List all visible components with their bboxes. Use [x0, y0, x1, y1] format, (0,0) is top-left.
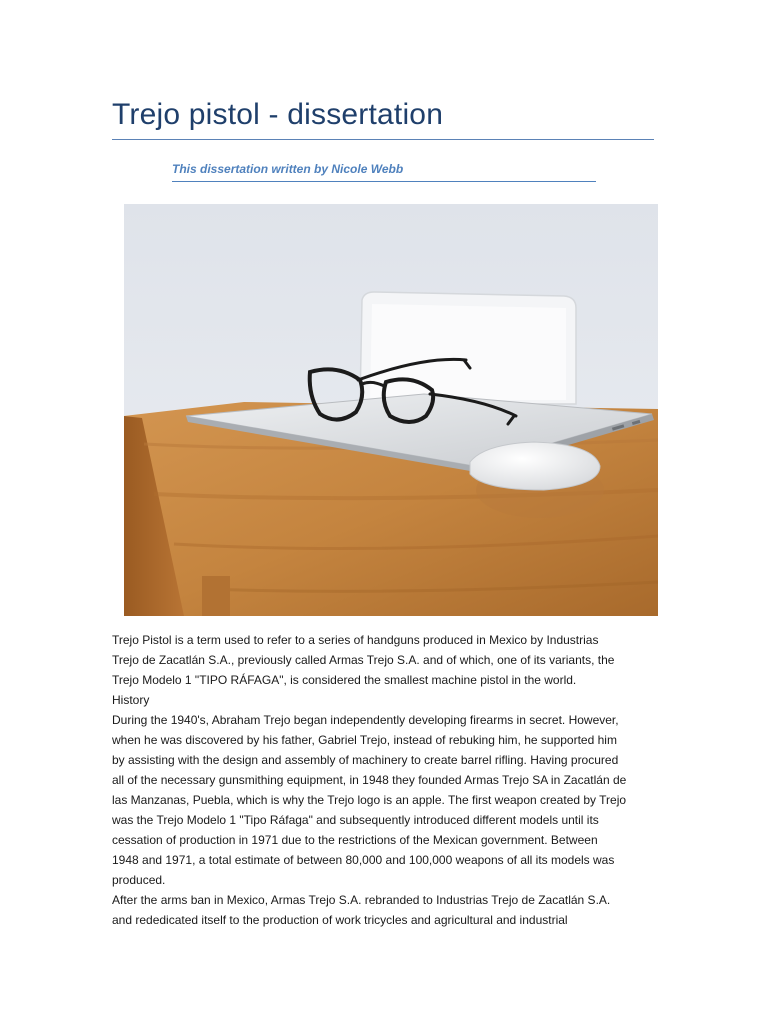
body-line: was the Trejo Modelo 1 "Tipo Ráfaga" and subsequently introduced different models until its [112, 813, 599, 827]
document-subtitle: This dissertation written by Nicole Webb [172, 162, 404, 176]
body-line: and rededicated itself to the production of work tricycles and agricultural and industrial [112, 913, 568, 927]
body-line: During the 1940's, Abraham Trejo began independently developing firearms in secret. However, [112, 713, 619, 727]
body-line: After the arms ban in Mexico, Armas Trejo S.A. rebranded to Industrias Trejo de Zacatlán S.A. [112, 893, 611, 907]
body-line: 1948 and 1971, a total estimate of between 80,000 and 100,000 weapons of all its models was [112, 853, 615, 867]
desk-photo [124, 204, 658, 616]
body-line: produced. [112, 873, 166, 887]
body-line: cessation of production in 1971 due to the restrictions of the Mexican government. Between [112, 833, 598, 847]
document-title: Trejo pistol - dissertation [112, 98, 444, 131]
body-line: by assisting with the design and assembly of machinery to create barrel rifling. Having procured [112, 753, 619, 767]
mouse-icon [470, 442, 604, 518]
body-text [112, 630, 672, 930]
body-line: las Manzanas, Puebla, which is why the Trejo logo is an apple. The first weapon created by Trejo [112, 793, 627, 807]
title-divider [112, 139, 654, 140]
body-line: Trejo Modelo 1 "TIPO RÁFAGA", is considered the smallest machine pistol in the world. [112, 673, 577, 687]
subtitle-divider [172, 181, 596, 182]
section-heading-history: History [112, 693, 150, 707]
body-line: all of the necessary gunsmithing equipment, in 1948 they founded Armas Trejo SA in Zacatlán de [112, 773, 627, 787]
body-line: Trejo Pistol is a term used to refer to a series of handguns produced in Mexico by Industrias [112, 633, 599, 647]
body-line: Trejo de Zacatlán S.A., previously called Armas Trejo S.A. and of which, one of its variants, the [112, 653, 615, 667]
chair-icon [360, 292, 576, 404]
body-line: when he was discovered by his father, Gabriel Trejo, instead of rebuking him, he supported him [112, 733, 617, 747]
